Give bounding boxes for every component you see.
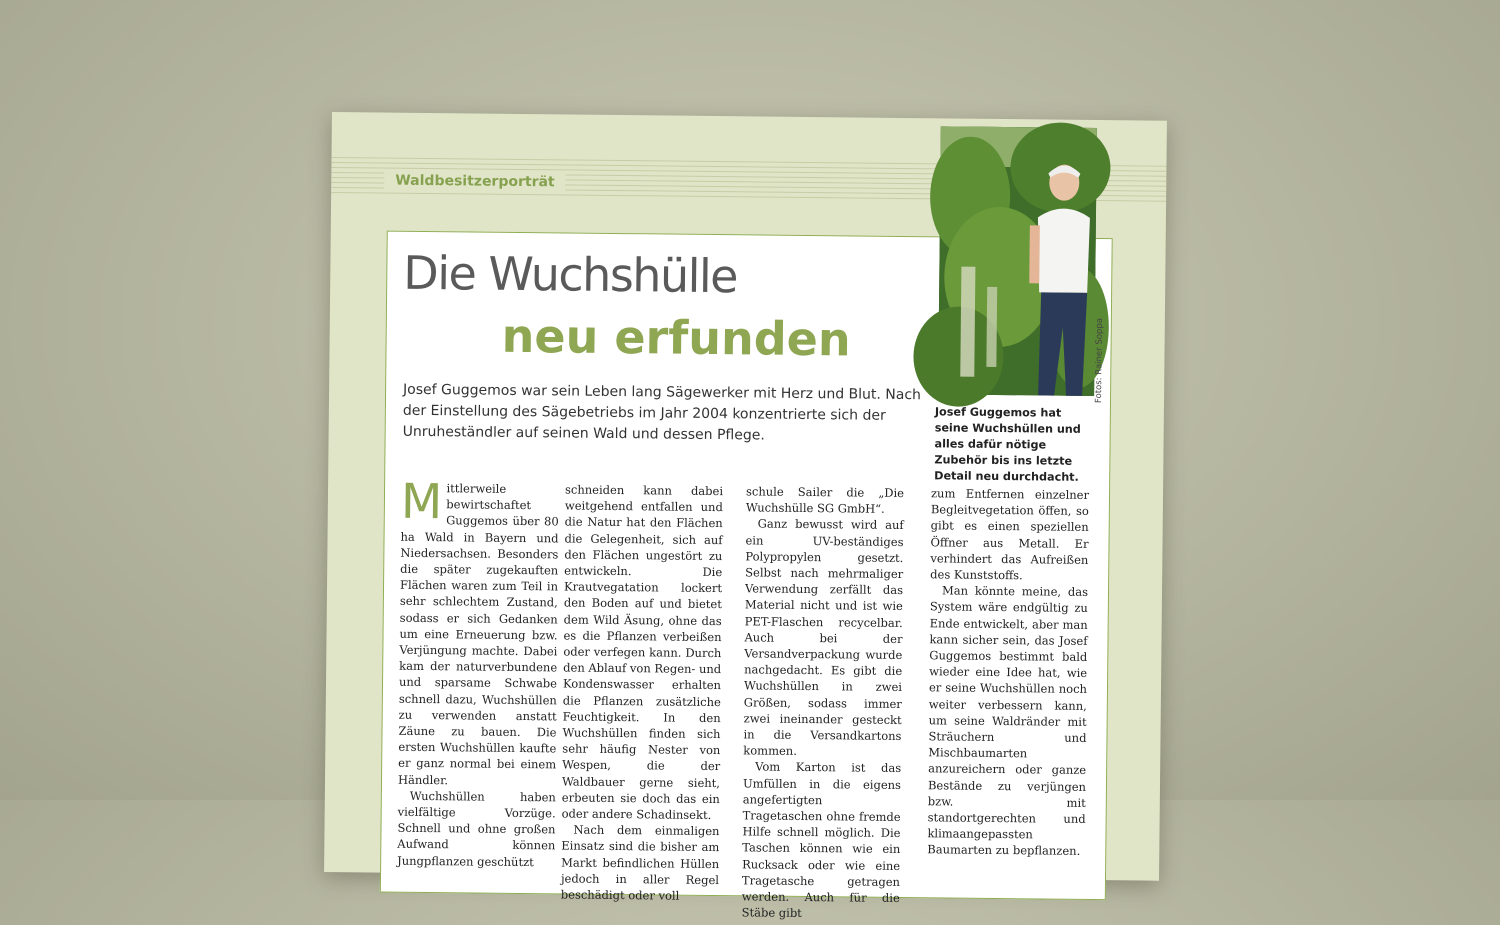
magazine-page [324,112,1167,921]
headline-line-1: Die Wuchshülle [403,245,738,304]
portrait-photo [938,126,1097,396]
body-column-2 [561,481,723,904]
body-paragraph: Nach dem einmaligen Einsatz sind die bisher am Markt befindlichen Hüllen jedoch in aller Regel beschädigt oder voll [560,822,720,903]
lead-paragraph: Josef Guggemos war sein Leben lang Sägewerker mit Herz und Blut. Nach der Einstellung des Sägebetriebs im Jahr 2004 konzentrierte sich der Unruheständler auf seinen Wald und dessen Pflege. [402,381,922,444]
photo-illustration [938,126,1097,396]
body-column-4 [927,485,1089,859]
body-column-1 [397,473,559,871]
photo-credit: Fotos: Rainer Soppa [1093,318,1105,404]
headline-line-2: neu erfunden [501,308,851,367]
body-paragraph: schneiden kann dabei weitgehend entfallen und die Natur hat den Flächen die Gelegenheit, sich auf den Flächen ungestört zu entwickeln. Die Krautvegatation lockert den Boden auf und bietet dem Wild Äsung, ohne das es die Pflanzen verbeißen oder verfegen kann. Durch den Ablauf von Regen- und Kondenswasser erhalten die Pflanzen zusätzliche Feuchtigkeit. In den Wuchshüllen finden sich sehr häufig Nester von Wespen, die der Waldbauer gerne sieht, erbeuten sie doch das ein oder andere Schadinsekt. [561,482,724,823]
body-paragraph [397,473,559,789]
body-paragraph: zum Entfernen einzelner Begleitvegetation öffen, so gibt es einen speziellen Öffner aus Metall. Er verhindert das Aufreißen des Kunststoffs. [930,486,1090,583]
body-paragraph: Wuchshüllen haben vielfältige Vorzüge. Schnell und ohne großen Aufwand können Jungpflanzen geschützt [397,788,556,869]
body-text: ittlerweile bewirtschaftet Guggemos über 80 ha Wald in Bayern und Niedersachsen. Besonders die später zugekauften Flächen waren zum Teil in sehr schlechtem Zustand, sodass er sich Gedanken um eine Erneuerung bzw. Verjüngung machte. Dabei kam der naturverbundene und sparsame Schwabe schnell dazu, Wuchshüllen zu verwenden anstatt Zäune zu bauen. Die ersten Wuchshüllen kaufte er ganz normal bei einem Händler. [397,481,559,787]
body-paragraph: Ganz bewusst wird auf ein UV-beständiges Polypropylen gesetzt. Selbst nach mehrmaliger Verwendung zerfällt das Material nicht und ist wie PET-Flaschen recycelbar. Auch bei der Versandverpackung wurde nachgedacht. Es gibt die Wuchshüllen in zwei Größen, sodass immer zwei ineinander gesteckt in die Versandkartons kommen. [743,516,904,759]
section-label: Waldbesitzerporträt [384,171,566,193]
body-column-3 [742,483,905,922]
body-paragraph: schule Sailer die „Die Wuchshülle SG GmbH“. [745,484,905,517]
drop-cap: M [400,473,443,531]
photo-caption: Josef Guggemos hat seine Wuchshüllen und alles dafür nötige Zubehör bis ins letzte Detail neu durchdacht. [934,405,1081,484]
body-paragraph: Vom Karton ist das Umfüllen in die eigens angefertigten Tragetaschen ohne fremde Hilfe schnell möglich. Die Taschen können wie ein Rucksack oder wie eine Tragetasche getragen werden. Auch für die Stäbe gibt [741,759,902,921]
body-paragraph: Man könnte meine, das System wäre endgültig zu Ende entwickelt, aber man kann sicher sein, das Josef Guggemos bestimmt bald wieder eine Idee hat, wie er seine Wuchshüllen noch weiter verbessern kann, um seine Waldränder mit Sträuchern und Mischbaumarten anzureichern oder ganze Bestände zu verjüngen bzw. mit standortgerechten und klimaangepassten Baumarten zu bepflanzen. [927,583,1089,859]
